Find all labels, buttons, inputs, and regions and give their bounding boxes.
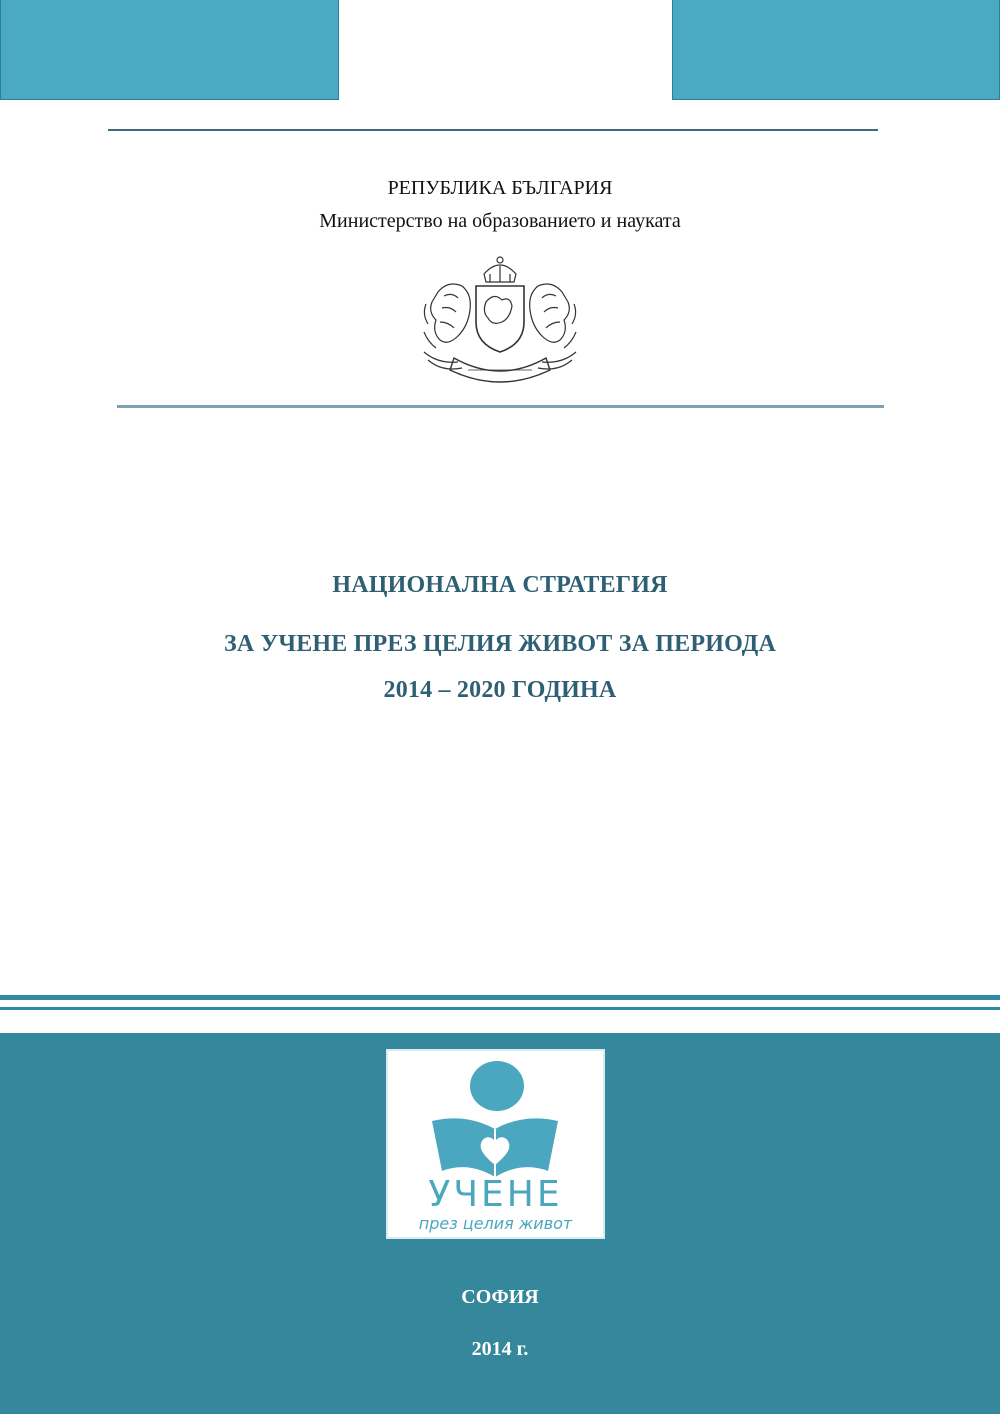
header-divider-bottom xyxy=(117,405,884,408)
coat-of-arms-icon xyxy=(418,252,582,392)
publication-city: СОФИЯ xyxy=(461,1286,539,1308)
top-right-decor-block xyxy=(672,0,1000,100)
publication-year: 2014 г. xyxy=(471,1338,529,1360)
top-left-decor-block xyxy=(0,0,339,100)
document-title-line-1: НАЦИОНАЛНА СТРАТЕГИЯ xyxy=(332,572,668,598)
document-title-line-3: 2014 – 2020 ГОДИНА xyxy=(383,677,617,703)
footer-stripe-thin xyxy=(0,1007,1000,1010)
header-divider-top xyxy=(108,129,878,131)
logo-subtitle: през целия живот xyxy=(418,1214,573,1233)
lifelong-learning-logo xyxy=(386,1049,605,1239)
ministry-name: Министерство на образованието и науката xyxy=(319,210,681,232)
document-title-line-2: ЗА УЧЕНЕ ПРЕЗ ЦЕЛИЯ ЖИВОТ ЗА ПЕРИОДА xyxy=(223,631,777,657)
logo-word: УЧЕНЕ xyxy=(428,1174,563,1215)
footer-stripe-thick xyxy=(0,995,1000,1000)
country-name: РЕПУБЛИКА БЪЛГАРИЯ xyxy=(387,177,613,199)
